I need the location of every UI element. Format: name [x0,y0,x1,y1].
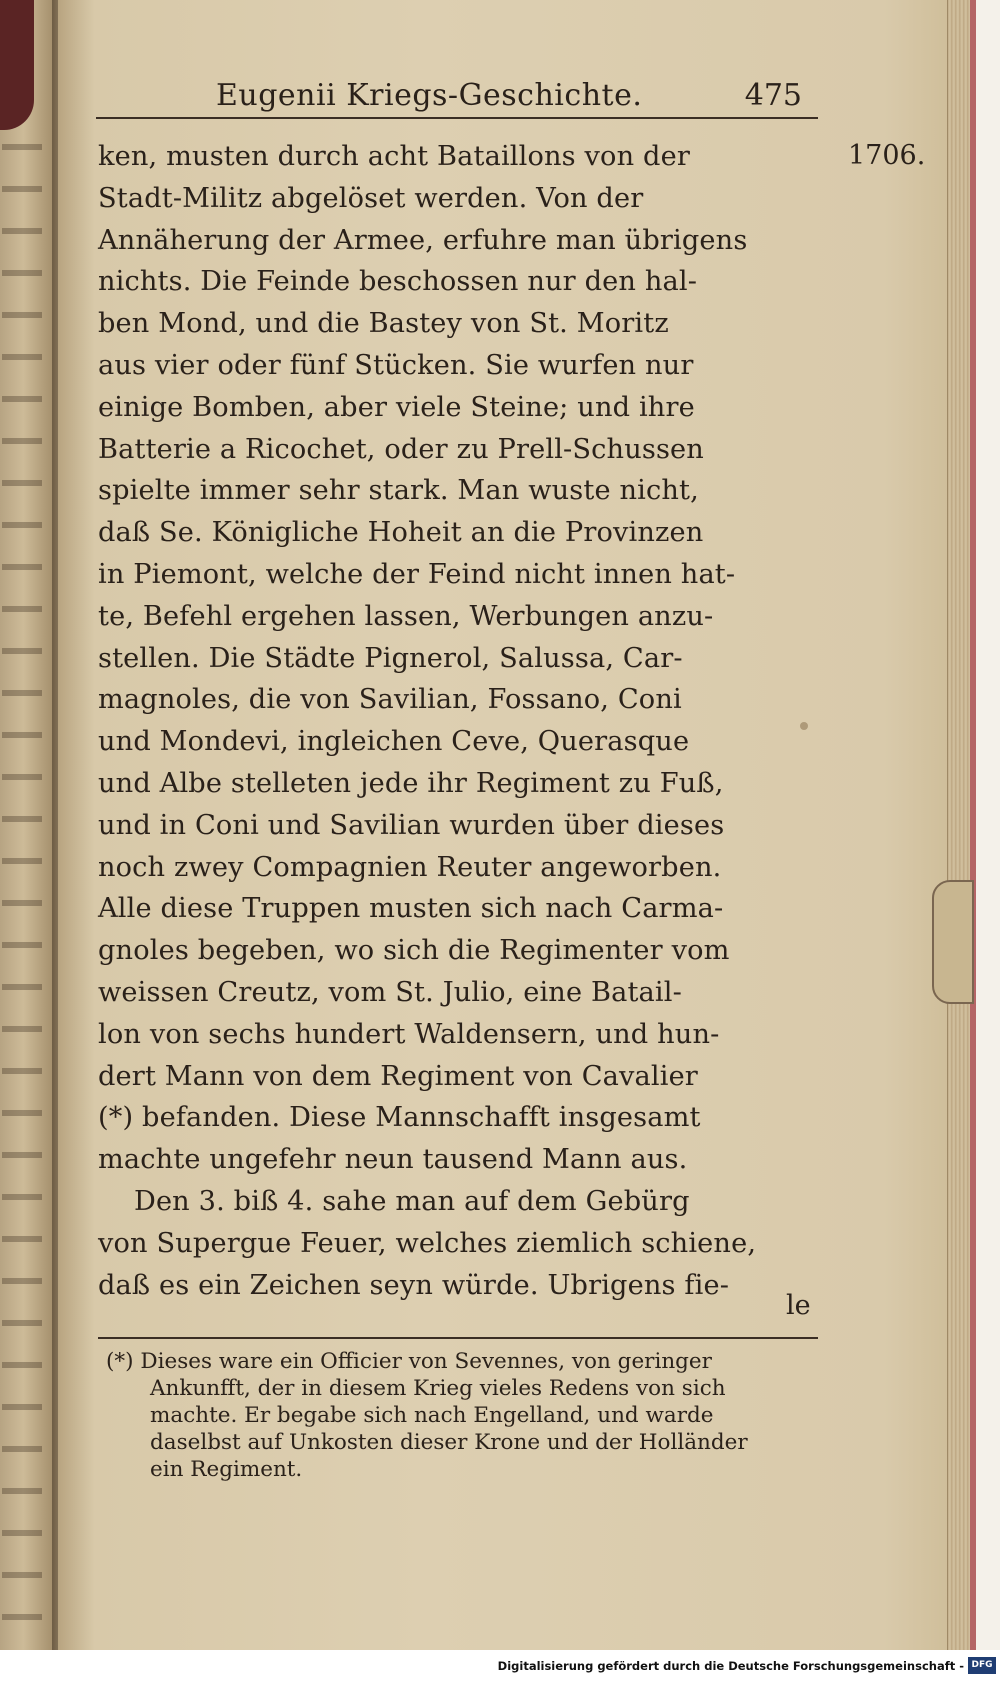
body-line: nichts. Die Feinde beschossen nur den hal- [98,266,698,298]
dfg-logo: DFG [968,1657,996,1674]
body-line: weissen Creutz, vom St. Julio, eine Batail- [98,976,682,1008]
body-line: in Piemont, welche der Feind nicht innen hat- [98,558,736,590]
body-line: spielte immer sehr stark. Man wuste nicht, [98,475,699,507]
page-number: 475 [744,78,802,113]
footnote-line: machte. Er begabe sich nach Engelland, und warde [150,1403,714,1428]
body-line: daß es ein Zeichen seyn würde. Ubrigens fie- [98,1269,730,1301]
body-line: (*) befanden. Diese Mannschafft insgesamt [98,1102,701,1134]
body-text [98,136,818,1306]
header-rule [96,117,818,119]
ribbon-tab [932,880,974,1004]
body-line: dert Mann von dem Regiment von Cavalier [98,1060,698,1092]
red-edge [970,0,976,1650]
marginal-year: 1706. [848,140,926,171]
body-line: einige Bomben, aber viele Steine; und ihre [98,391,695,423]
body-line: Alle diese Truppen musten sich nach Carma- [98,893,724,925]
body-line: stellen. Die Städte Pignerol, Salussa, Car- [98,642,683,674]
body-line: und Mondevi, ingleichen Ceve, Querasque [98,726,690,758]
body-line: von Supergue Feuer, welches ziemlich schiene, [98,1227,757,1259]
body-line: lon von sechs hundert Waldensern, und hun- [98,1018,720,1050]
footnote-line: daselbst auf Unkosten dieser Krone und der Holländer [150,1430,748,1455]
body-line: und in Coni und Savilian wurden über dieses [98,809,725,841]
footnote-line: ein Regiment. [150,1457,303,1482]
body-line: Annäherung der Armee, erfuhre man übrigens [98,224,748,256]
paper-spot [800,722,808,730]
footnote-rule [98,1337,818,1339]
body-line: und Albe stelleten jede ihr Regiment zu Fuß, [98,767,724,799]
body-line: Batterie a Ricochet, oder zu Prell-Schussen [98,433,704,465]
footnote-line: Ankunfft, der in diesem Krieg vieles Redens von sich [150,1376,726,1401]
footnote [106,1348,818,1483]
facing-page-text-fragments [2,120,42,1620]
body-line: ken, musten durch acht Bataillons von der [98,141,690,172]
body-line: aus vier oder fünf Stücken. Sie wurfen nur [98,349,694,381]
page-header [156,78,816,118]
binding-corner [0,0,34,130]
facing-page-edge [0,0,52,1650]
catchword: le [786,1290,811,1321]
running-head: Eugenii Kriegs-Geschichte. [216,78,643,113]
credit-bar [0,1650,1000,1683]
body-line: Stadt-Militz abgelöset werden. Von der [98,182,644,214]
body-line: magnoles, die von Savilian, Fossano, Coni [98,684,682,716]
body-line: machte ungefehr neun tausend Mann aus. [98,1144,688,1176]
page-block-edges [947,0,970,1650]
body-line: ben Mond, und die Bastey von St. Moritz [98,308,669,340]
book-page [58,0,976,1650]
paragraph-start-line: Den 3. biß 4. sahe man auf dem Gebürg [134,1185,690,1217]
digitization-credit: Digitalisierung gefördert durch die Deutsche Forschungsgemeinschaft - [497,1659,964,1673]
body-line: noch zwey Compagnien Reuter angeworben. [98,851,722,883]
body-line: gnoles begeben, wo sich die Regimenter vom [98,935,730,967]
body-line: daß Se. Königliche Hoheit an die Provinzen [98,517,704,549]
body-line: te, Befehl ergehen lassen, Werbungen anzu- [98,600,714,632]
footnote-line: (*) Dieses ware ein Officier von Sevennes, von geringer [106,1349,712,1374]
